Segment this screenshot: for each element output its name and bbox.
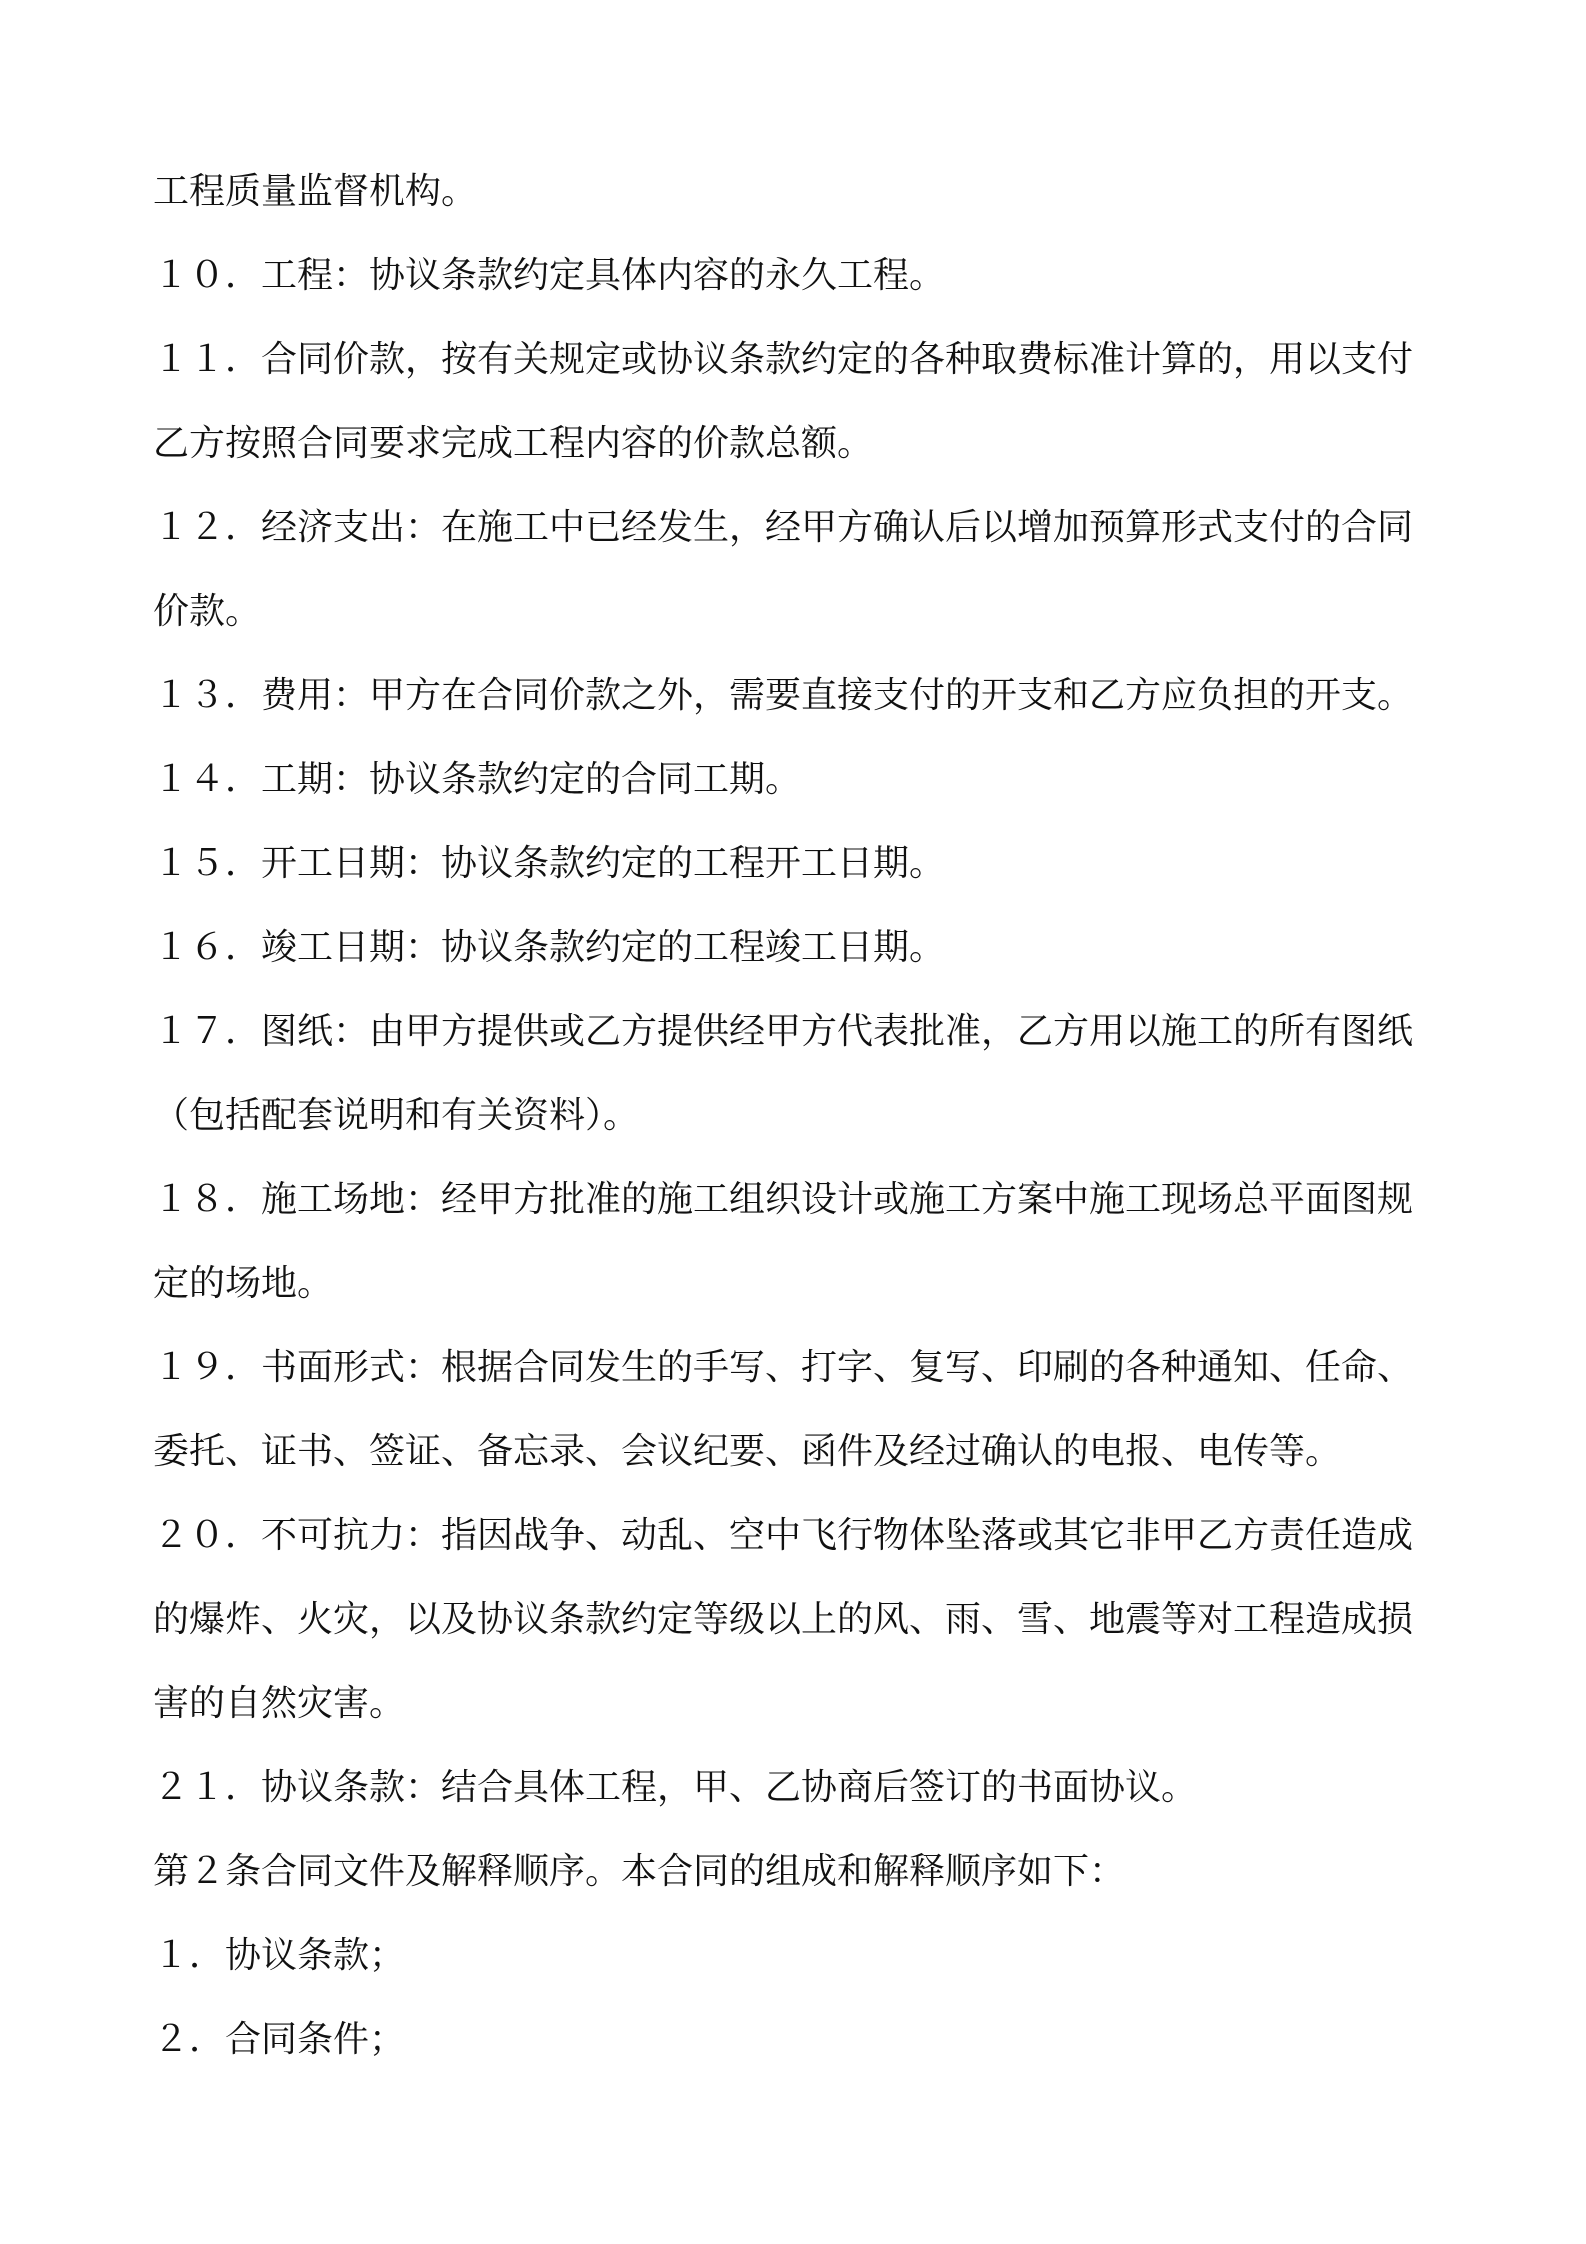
- paragraph-12: ２０．不可抗力：指因战争、动乱、空中飞行物体坠落或其它非甲乙方责任造成的爆炸、火灾，以及协议条款约定等级以上的风、雨、雪、地震等对工程造成损害的自然灾害。: [153, 1515, 1414, 1724]
- paragraph-13: ２１．协议条款：结合具体工程，甲、乙协商后签订的书面协议。: [153, 1767, 1198, 1808]
- paragraph-8: １６．竣工日期：协议条款约定的工程竣工日期。: [153, 927, 946, 968]
- paragraph-7: １５．开工日期：协议条款约定的工程开工日期。: [153, 843, 946, 884]
- paragraph-3: １１．合同价款，按有关规定或协议条款约定的各种取费标准计算的，用以支付乙方按照合同要求完成工程内容的价款总额。: [153, 339, 1414, 464]
- paragraph-10: １８．施工场地：经甲方批准的施工组织设计或施工方案中施工现场总平面图规定的场地。: [153, 1179, 1414, 1304]
- paragraph-11: １９．书面形式：根据合同发生的手写、打字、复写、印刷的各种通知、任命、委托、证书、签证、备忘录、会议纪要、函件及经过确认的电报、电传等。: [153, 1347, 1414, 1472]
- paragraph-15: １．协议条款；: [153, 1935, 406, 1976]
- paragraph-6: １４．工期：协议条款约定的合同工期。: [153, 759, 802, 800]
- paragraph-16: ２．合同条件；: [153, 2019, 406, 2060]
- paragraph-4: １２．经济支出：在施工中已经发生，经甲方确认后以增加预算形式支付的合同价款。: [153, 507, 1414, 632]
- paragraph-14: 第２条合同文件及解释顺序。本合同的组成和解释顺序如下：: [153, 1851, 1126, 1892]
- paragraph-1: 工程质量监督机构。: [153, 171, 478, 212]
- paragraph-5: １３．费用：甲方在合同价款之外，需要直接支付的开支和乙方应负担的开支。: [153, 675, 1414, 716]
- paragraph-2: １０．工程：协议条款约定具体内容的永久工程。: [153, 255, 946, 296]
- paragraph-9: １７．图纸：由甲方提供或乙方提供经甲方代表批准，乙方用以施工的所有图纸（包括配套说明和有关资料）。: [153, 1011, 1414, 1136]
- document-body: [153, 150, 1443, 2082]
